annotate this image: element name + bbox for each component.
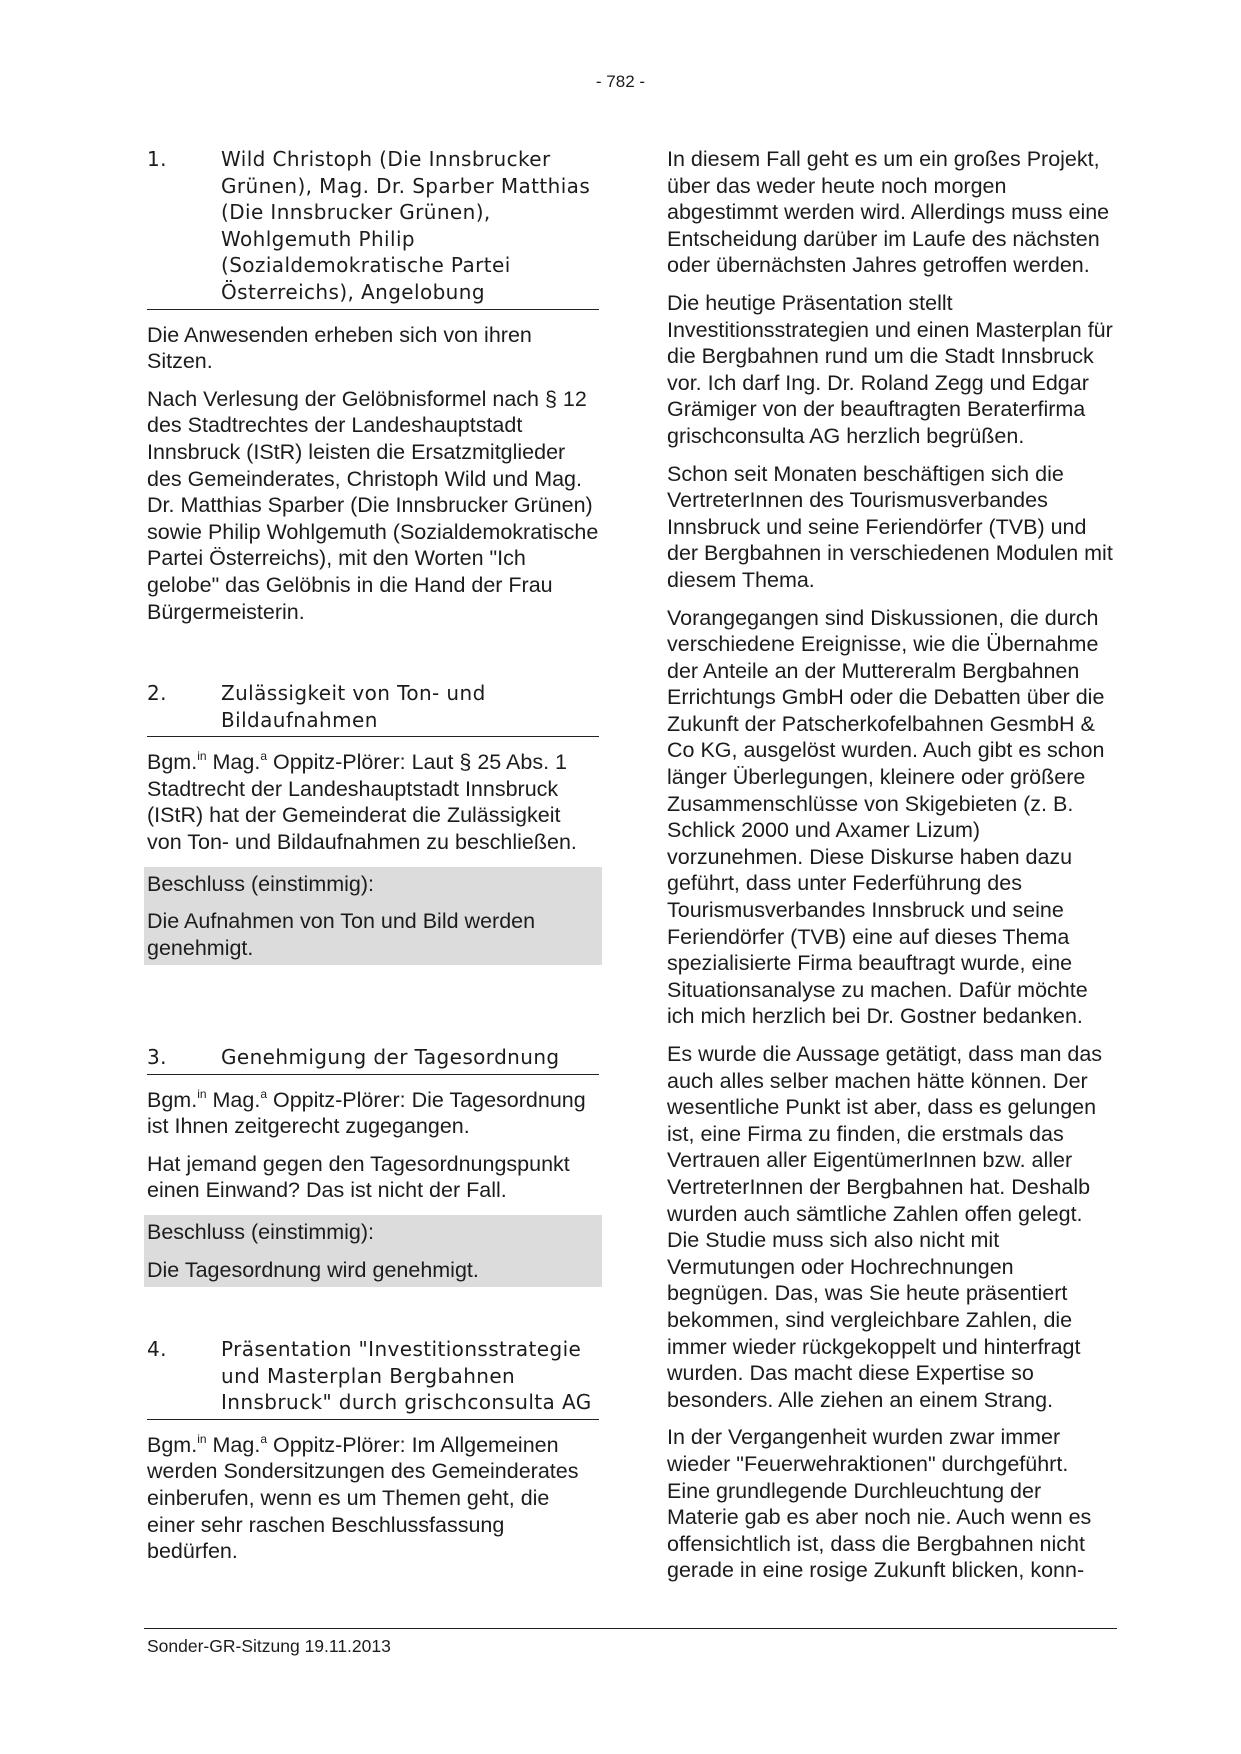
item-heading — [147, 146, 599, 310]
paragraph: Die heutige Präsentation stellt Investitionsstrategien und einen Masterplan für die Bergbahnen rund um die Stadt Innsbruck vor. Ich darf Ing. Dr. Roland Zegg und Edgar Grämiger von der beauftragten Beraterfirma grischconsulta AG herzlich begrüßen. — [667, 290, 1113, 448]
decision-box — [144, 1215, 602, 1287]
speech-text: Die Tagesordnung ist Ihnen zeitgerecht zugegangen. — [147, 1087, 586, 1139]
speaker-title: Bgm. — [147, 1432, 198, 1457]
superscript: a — [260, 1086, 267, 1101]
right-column — [667, 146, 1117, 1595]
superscript: in — [197, 1431, 207, 1446]
speech-text: Laut § 25 Abs. 1 Stadtrecht der Landeshauptstadt Innsbruck (IStR) hat der Gemeinderat die Zulässigkeit von Ton- und Bildaufnahmen zu beschließen. — [147, 750, 577, 854]
decision-text: Die Tagesordnung wird genehmigt. — [147, 1257, 479, 1282]
item-title: Präsentation "Investitionsstrategie und Masterplan Bergbahnen Innsbruck" durch grischconsulta AG — [221, 1337, 592, 1415]
speaker-title: Bgm. — [147, 1087, 198, 1112]
paragraph: Die Anwesenden erheben sich von ihren Sitzen. — [147, 322, 532, 374]
footer-divider — [144, 1628, 1117, 1629]
speech-text: Im Allgemeinen werden Sondersitzungen des Gemeinderates einberufen, wenn es um Themen geht, die einer sehr raschen Beschlussfassung bedürfen. — [147, 1432, 579, 1564]
superscript: a — [260, 1431, 267, 1446]
item-number: 2. — [147, 681, 167, 705]
paragraph: In diesem Fall geht es um ein großes Projekt, über das weder heute noch morgen abgestimmt werden wird. Allerdings muss eine Entscheidung darüber im Laufe des nächsten oder übernächsten Jahres getroffen werden. — [667, 147, 1110, 278]
paragraph: Hat jemand gegen den Tagesordnungspunkt einen Einwand? Das ist nicht der Fall. — [147, 1151, 570, 1203]
item-heading — [147, 1044, 599, 1075]
speaker-paragraph — [147, 1432, 599, 1565]
decision-label: Beschluss (einstimmig): — [147, 1219, 374, 1244]
speaker-paragraph — [147, 1087, 599, 1140]
paragraph: Es wurde die Aussage getätigt, dass man das auch alles selber machen hätte können. Der wesentliche Punkt ist aber, dass es gelungen ist, eine Firma zu finden, die erstmals das Vertrauen aller EigentümerInnen bzw. aller VertreterInnen der Bergbahnen hat. Deshalb wurden auch sämtliche Zahlen offen gelegt. Die Studie muss sich also nicht mit Vermutungen oder Hochrechnungen begnügen. Das, was Sie heute präsentiert bekommen, sind vergleichbare Zahlen, die immer wieder rückgekoppelt und hinterfragt wurden. Das macht diese Expertise so besonders. Alle ziehen an einem Strang. — [667, 1042, 1103, 1412]
superscript: in — [197, 749, 207, 764]
agenda-item-4 — [147, 1336, 599, 1576]
item-title: Zulässigkeit von Ton- und Bildaufnahmen — [221, 681, 486, 732]
speaker-name: Oppitz-Plörer: — [267, 1432, 406, 1457]
speaker-degree: Mag. — [206, 1432, 261, 1457]
speaker-degree: Mag. — [206, 1087, 261, 1112]
paragraph: Schon seit Monaten beschäftigen sich die VertreterInnen des Tourismusverbandes Innsbruck und seine Feriendörfer (TVB) und der Bergbahnen in verschiedenen Modulen mit diesem Thema. — [667, 461, 1113, 592]
item-title: Genehmigung der Tagesordnung — [221, 1045, 560, 1069]
agenda-item-1 — [147, 146, 599, 636]
agenda-item-2 — [147, 680, 599, 965]
superscript: a — [260, 749, 267, 764]
item-heading — [147, 680, 599, 737]
item-number: 4. — [147, 1337, 167, 1361]
item-number: 3. — [147, 1045, 167, 1069]
superscript: in — [197, 1086, 207, 1101]
agenda-item-3 — [147, 1044, 599, 1287]
speaker-title: Bgm. — [147, 750, 198, 775]
item-title: Wild Christoph (Die Innsbrucker Grünen), Mag. Dr. Sparber Matthias (Die Innsbrucker Grünen), Wohlgemuth Philip (Sozialdemokratische Partei Österreichs), Angelobung — [221, 147, 591, 304]
item-number: 1. — [147, 147, 167, 171]
item-heading — [147, 1336, 599, 1420]
paragraph: Nach Verlesung der Gelöbnisformel nach § 12 des Stadtrechtes der Landeshauptstadt Innsbruck (IStR) leisten die Ersatzmitglieder des Gemeinderates, Christoph Wild und Mag. Dr. Matthias Sparber (Die Innsbrucker Grünen) sowie Philip Wohlgemuth (Sozialdemokratische Partei Österreichs), mit den Worten "Ich gelobe" das Gelöbnis in die Hand der Frau Bürgermeisterin. — [147, 386, 599, 624]
speaker-paragraph — [147, 749, 599, 855]
paragraph: In der Vergangenheit wurden zwar immer wieder "Feuerwehraktionen" durchgeführt. Eine grundlegende Durchleuchtung der Materie gab es aber noch nie. Auch wenn es offensichtlich ist, dass die Bergbahnen nicht gerade in eine rosige Zukunft blicken, konn- — [667, 1425, 1092, 1583]
speaker-degree: Mag. — [206, 750, 261, 775]
decision-box — [144, 867, 602, 966]
decision-text: Die Aufnahmen von Ton und Bild werden genehmigt. — [147, 909, 536, 960]
decision-label: Beschluss (einstimmig): — [147, 871, 374, 896]
footer-text: Sonder-GR-Sitzung 19.11.2013 — [147, 1636, 391, 1656]
paragraph: Vorangegangen sind Diskussionen, die durch verschiedene Ereignisse, wie die Übernahme der Anteile an der Muttereralm Bergbahnen Errichtungs GmbH oder die Debatten über die Zukunft der Patscherkofelbahnen GesmbH & Co KG, ausgelöst wurden. Auch gibt es schon länger Überlegungen, kleinere oder größere Zusammenschlüsse von Skigebieten (z. B. Schlick 2000 und Axamer Lizum) vorzunehmen. Diese Diskurse haben dazu geführt, dass unter Federführung des Tourismusverbandes Innsbruck und seine Feriendörfer (TVB) eine auf dieses Thema spezialisierte Firma beauftragt wurde, eine Situationsanalyse zu machen. Dafür möchte ich mich herzlich bei Dr. Gostner bedanken. — [667, 605, 1105, 1029]
page-number: - 782 - — [595, 72, 646, 91]
speaker-name: Oppitz-Plörer: — [267, 1087, 406, 1112]
speaker-name: Oppitz-Plörer: — [267, 750, 406, 775]
